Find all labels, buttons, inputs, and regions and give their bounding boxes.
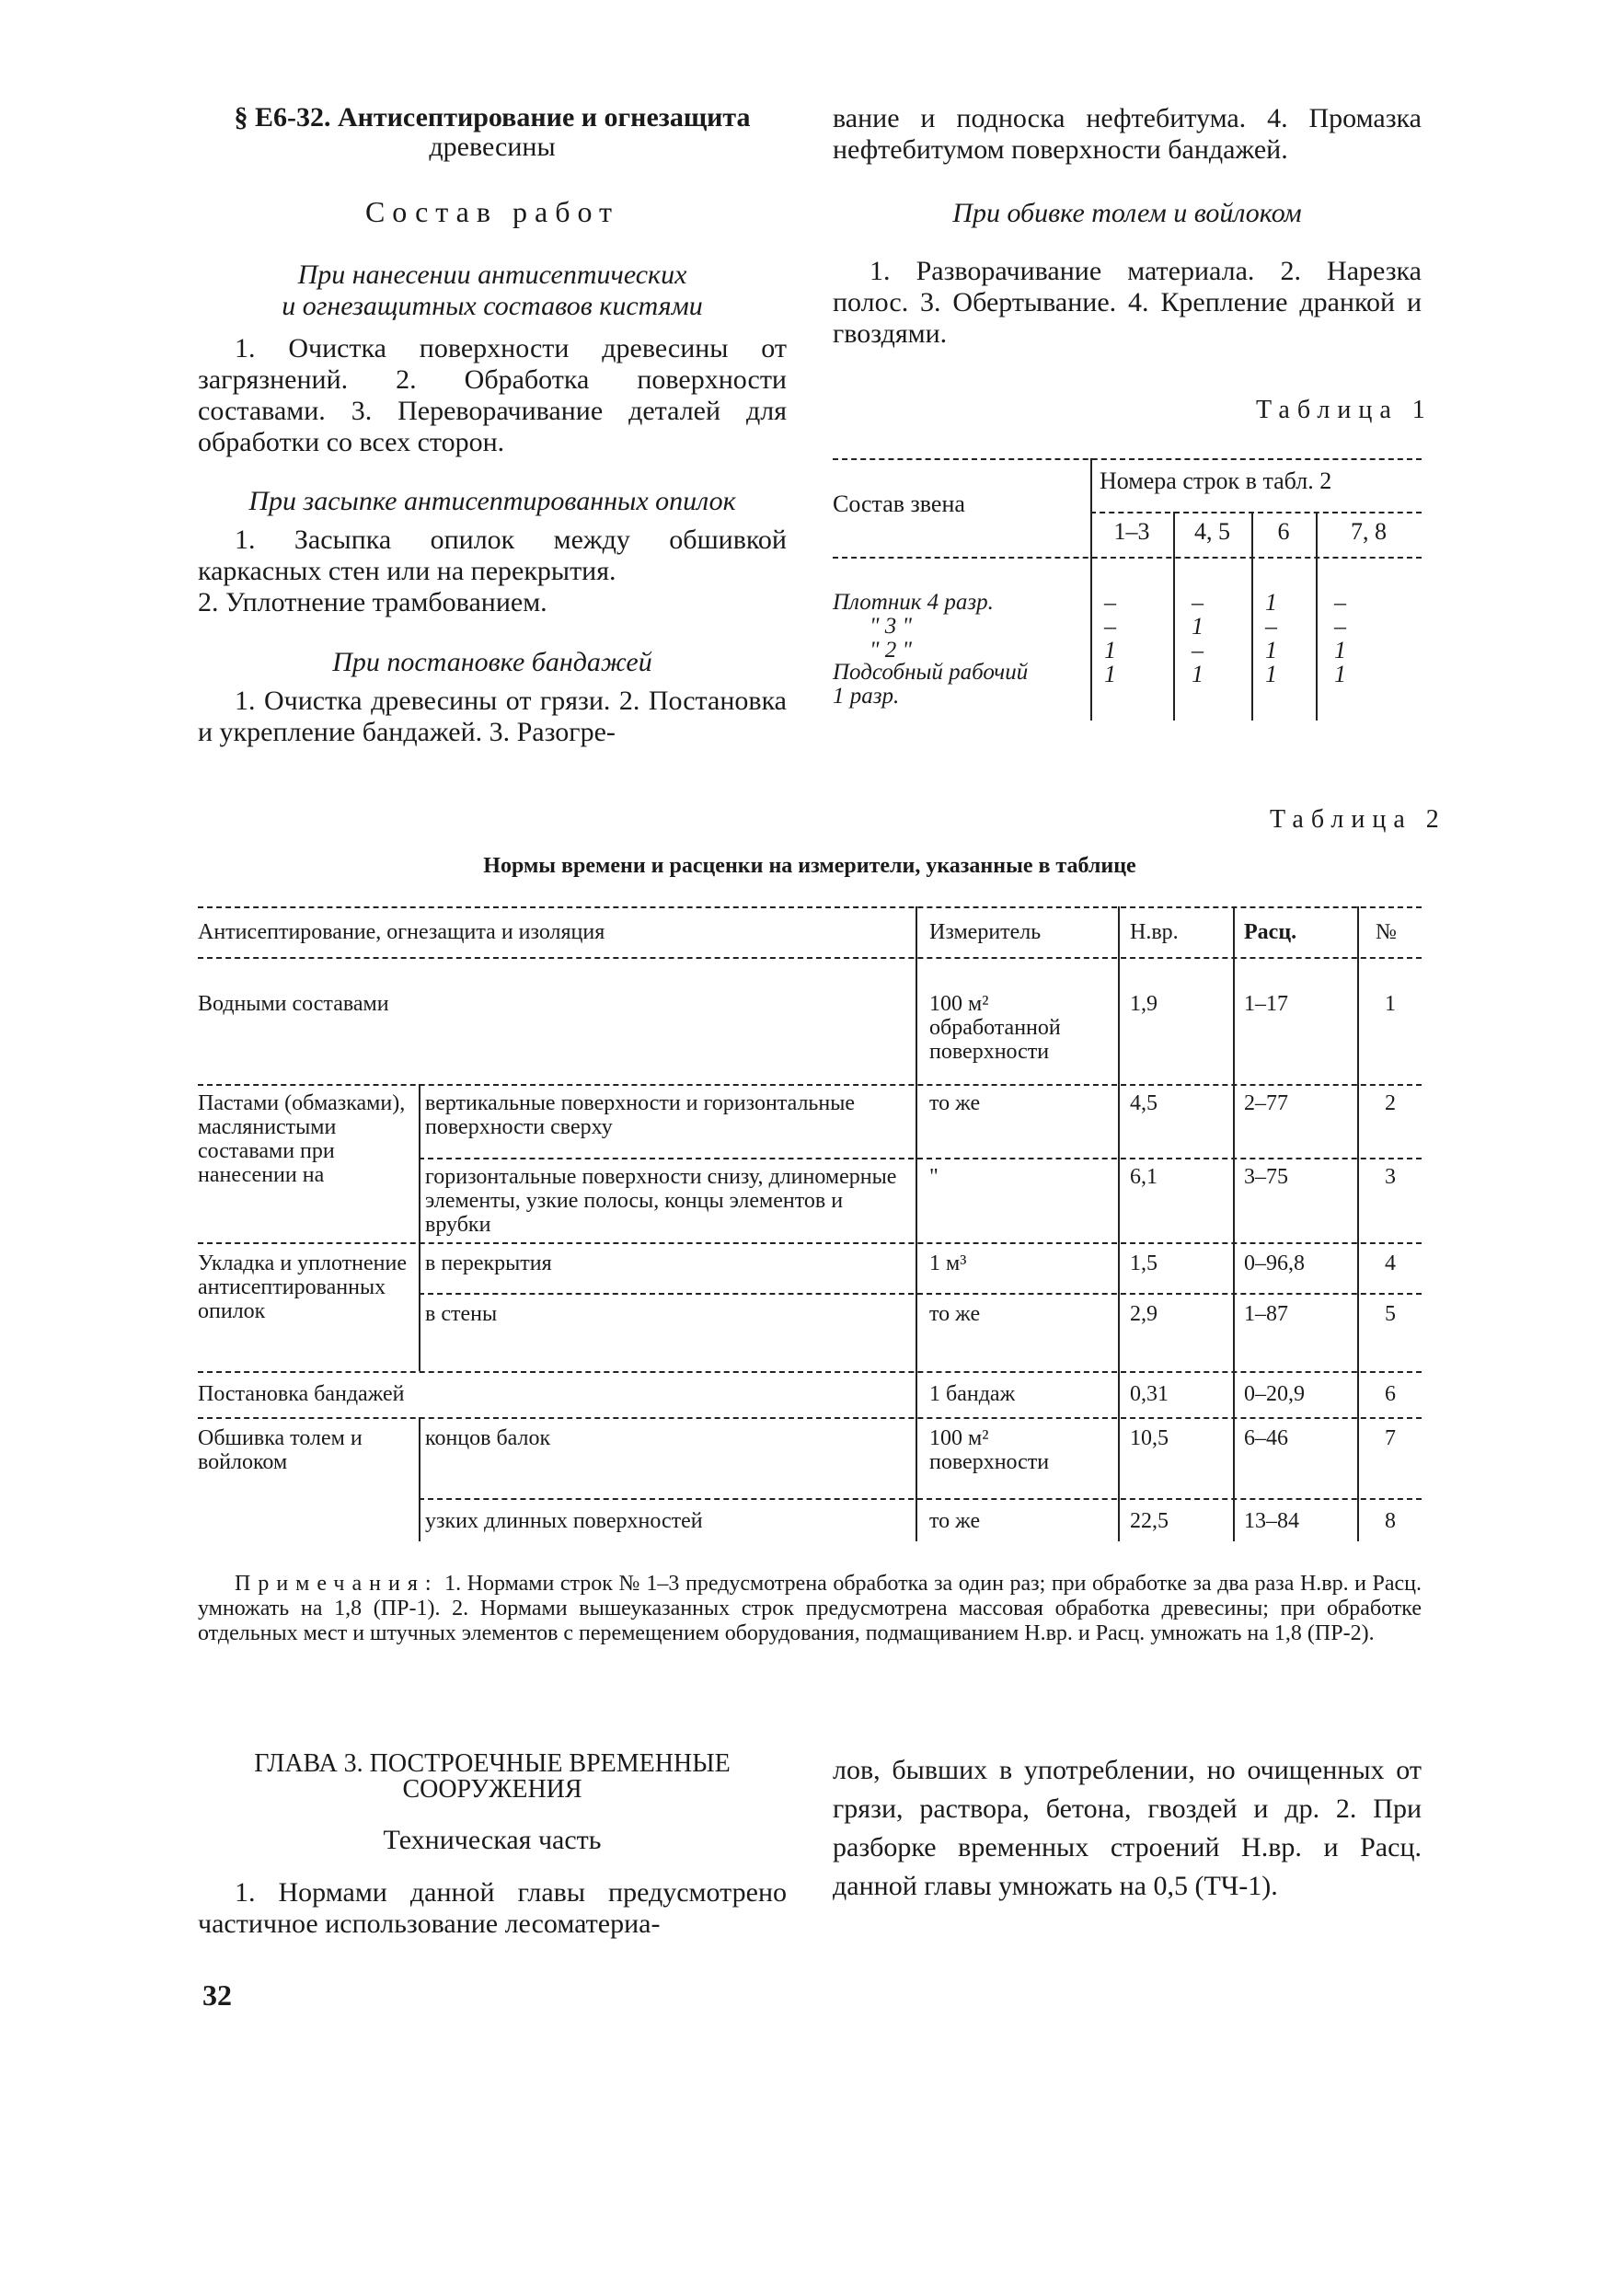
- section-title: § Е6-32. Антисептирование и огнезащита древесины: [234, 102, 751, 162]
- t2-r4-unit: 1 м³: [929, 1251, 967, 1275]
- t2-r1-unit: 100 м² обработанной поверхности: [929, 992, 1061, 1064]
- t2-head-num: №: [1376, 920, 1397, 944]
- t2-r2-nvr: 4,5: [1130, 1091, 1158, 1115]
- t2-r5-num: 5: [1385, 1302, 1396, 1326]
- t2-r8-work: узких длинных поверхностей: [425, 1509, 703, 1533]
- t2-r2-num: 2: [1385, 1091, 1396, 1115]
- t2-head-rasc: Расц.: [1244, 920, 1297, 944]
- t2-r4-work: в перекрытия: [425, 1251, 552, 1275]
- t2-r6-work: Постановка бандажей: [198, 1382, 405, 1406]
- t1-subhead-rule: [1090, 512, 1422, 513]
- table1-caption: Таблица 1: [1256, 396, 1433, 424]
- chapter-text-right: лов, бывших в употреблении, но очищенных от грязи, раствора, бетона, гвоздей и др. 2. При разборке временных строений Н.вр. и Расц. данной главы умножать на 0,5 (ТЧ-1).: [833, 1755, 1422, 1901]
- t2-r3-unit: ": [929, 1165, 939, 1189]
- t2-head-unit: Измеритель: [929, 920, 1042, 944]
- notes: [198, 1572, 1422, 1646]
- t1-head-rule: [833, 557, 1422, 559]
- t2-r7-work: концов балок: [425, 1426, 551, 1450]
- sub2-text: 1. Засыпка опилок между обшивкой каркасных стен или на перекрытия.: [198, 525, 787, 586]
- t2-r4-rasc: 0–96,8: [1244, 1251, 1305, 1275]
- t1-head-right: Номера строк в табл. 2: [1100, 467, 1332, 494]
- notes-label: Примечания:: [235, 1572, 439, 1596]
- sub2-text-2: 2. Уплотнение трамбованием.: [198, 587, 547, 617]
- sub2-title: При засыпке антисептированных опилок: [248, 486, 736, 516]
- t2-r4-nvr: 1,5: [1130, 1251, 1158, 1275]
- sub1-title: При нанесении антисептических и огнезащитных составов кистями: [282, 259, 703, 321]
- right-cont-text: вание и подноска нефтебитума. 4. Промазка нефтебитумом поверхности бандажей.: [833, 103, 1422, 165]
- t1-cell: 1: [1265, 637, 1277, 663]
- t2-r8-unit: то же: [929, 1509, 981, 1533]
- t2-r7-num: 7: [1385, 1426, 1396, 1450]
- chapter-title: ГЛАВА 3. ПОСТРОЕЧНЫЕ ВРЕМЕННЫЕ СООРУЖЕНИЯ: [254, 1749, 731, 1804]
- t2-r8-rasc: 13–84: [1244, 1509, 1299, 1533]
- t1-col-3: 6: [1277, 518, 1290, 545]
- table2-title: Нормы времени и расценки на измерители, указанные в таблице: [483, 854, 1136, 878]
- t2-head-nvr: Н.вр.: [1130, 920, 1179, 944]
- t2-r8-num: 8: [1385, 1509, 1396, 1533]
- table2-caption: Таблица 2: [1270, 805, 1446, 834]
- t1-cell: –: [1104, 589, 1116, 616]
- t2-r1-work: Водными составами: [198, 992, 389, 1016]
- t1-cell: –: [1192, 589, 1204, 616]
- sub3-title: При постановке бандажей: [332, 647, 652, 677]
- t1-cell: 1: [1265, 661, 1277, 687]
- t2-r6-unit: 1 бандаж: [929, 1382, 1016, 1406]
- t2-r6-num: 6: [1385, 1382, 1396, 1406]
- work-heading: Состав работ: [364, 195, 620, 228]
- t1-cell: 1: [1334, 637, 1346, 663]
- t1-cell: –: [1265, 613, 1277, 640]
- t1-cell: –: [1104, 613, 1116, 640]
- t1-cell: 1: [1104, 637, 1116, 663]
- t2-group-felt: Обшивка толем и войлоком: [198, 1426, 363, 1474]
- t1-cell: 1: [1192, 613, 1204, 640]
- t1-cell: 1: [1104, 661, 1116, 687]
- t2-group-sawdust: Укладка и уплотнение антисептированных опилок: [198, 1251, 408, 1323]
- t2-r1-nvr: 1,9: [1130, 992, 1158, 1016]
- t1-top-rule: [833, 458, 1422, 460]
- sub3-text: 1. Очистка древесины от грязи. 2. Постановка и укрепление бандажей. 3. Разогре-: [198, 686, 787, 747]
- t2-r2-unit: то же: [929, 1091, 981, 1115]
- t1-cell: 1: [1265, 589, 1277, 616]
- t2-r2-work: вертикальные поверхности и горизонтальные поверхности сверху: [425, 1091, 855, 1139]
- t2-r8-nvr: 22,5: [1130, 1509, 1169, 1533]
- t1-cell: –: [1192, 637, 1204, 663]
- page-number: 32: [202, 1978, 232, 2012]
- t2-r6-rasc: 0–20,9: [1244, 1382, 1305, 1406]
- sub4-text: 1. Разворачивание материала. 2. Нарезка полос. 3. Обертывание. 4. Крепление дранкой и гвоздями.: [833, 256, 1422, 349]
- t1-row-1-name: Плотник 4 разр.: [833, 590, 994, 615]
- t1-row-4-name: Подсобный рабочий 1 разр.: [833, 660, 1029, 709]
- t2-r5-rasc: 1–87: [1244, 1302, 1288, 1326]
- t2-r7-unit: 100 м² поверхности: [929, 1426, 1050, 1474]
- t1-col-1: 1–3: [1113, 518, 1150, 545]
- notes-text: 1. Нормами строк № 1–3 предусмотрена обработка за один раз; при обработке за два раза Н.вр. и Расц. умножать на 1,8 (ПР-1). 2. Нормами вышеуказанных строк предусмотрена массовая обработка древесины; при обработке отдельных мест и штучных элементов с перемещением оборудования, подмащиванием Н.вр. и Расц. умножать на 1,8 (ПР-2).: [198, 1572, 1422, 1645]
- t1-head-left: Состав звена: [833, 490, 965, 517]
- t1-cell: 1: [1192, 661, 1204, 687]
- t2-r1-num: 1: [1385, 992, 1396, 1016]
- t2-head-work: Антисептирование, огнезащита и изоляция: [198, 920, 605, 944]
- t2-r7-rasc: 6–46: [1244, 1426, 1288, 1450]
- t1-row-3-name: " 2 ": [870, 638, 912, 663]
- t2-r3-rasc: 3–75: [1244, 1165, 1288, 1189]
- t2-r7-nvr: 10,5: [1130, 1426, 1169, 1450]
- t1-cell: –: [1334, 589, 1346, 616]
- t2-r1-rasc: 1–17: [1244, 992, 1288, 1016]
- t1-cell: –: [1334, 613, 1346, 640]
- t2-group-pastes: Пастами (обмазками), маслянистыми составами при нанесении на: [198, 1091, 406, 1187]
- sub4-title: При обивке толем и войлоком: [952, 198, 1302, 228]
- t2-r5-work: в стены: [425, 1302, 498, 1326]
- t2-r5-unit: то же: [929, 1302, 981, 1326]
- sub1-text: 1. Очистка поверхности древесины от загрязнений. 2. Обработка поверхности составами. 3. Переворачивание деталей для обработки со всех сторон.: [198, 333, 787, 457]
- t2-r3-nvr: 6,1: [1130, 1165, 1158, 1189]
- t1-row-2-name: " 3 ": [870, 614, 912, 639]
- t2-r5-nvr: 2,9: [1130, 1302, 1158, 1326]
- t2-r2-rasc: 2–77: [1244, 1091, 1288, 1115]
- t2-r4-num: 4: [1385, 1251, 1396, 1275]
- t1-col-2: 4, 5: [1194, 518, 1230, 545]
- t1-cell: 1: [1334, 661, 1346, 687]
- chapter-text-left: 1. Нормами данной главы предусмотрено частичное использование лесоматериа-: [198, 1877, 787, 1939]
- t1-col-4: 7, 8: [1351, 518, 1387, 545]
- t2-r3-work: горизонтальные поверхности снизу, длиномерные элементы, узкие полосы, концы элементов и врубки: [425, 1165, 897, 1237]
- t2-r6-nvr: 0,31: [1130, 1382, 1169, 1406]
- t2-r3-num: 3: [1385, 1165, 1396, 1189]
- chapter-subtitle: Техническая часть: [383, 1825, 602, 1855]
